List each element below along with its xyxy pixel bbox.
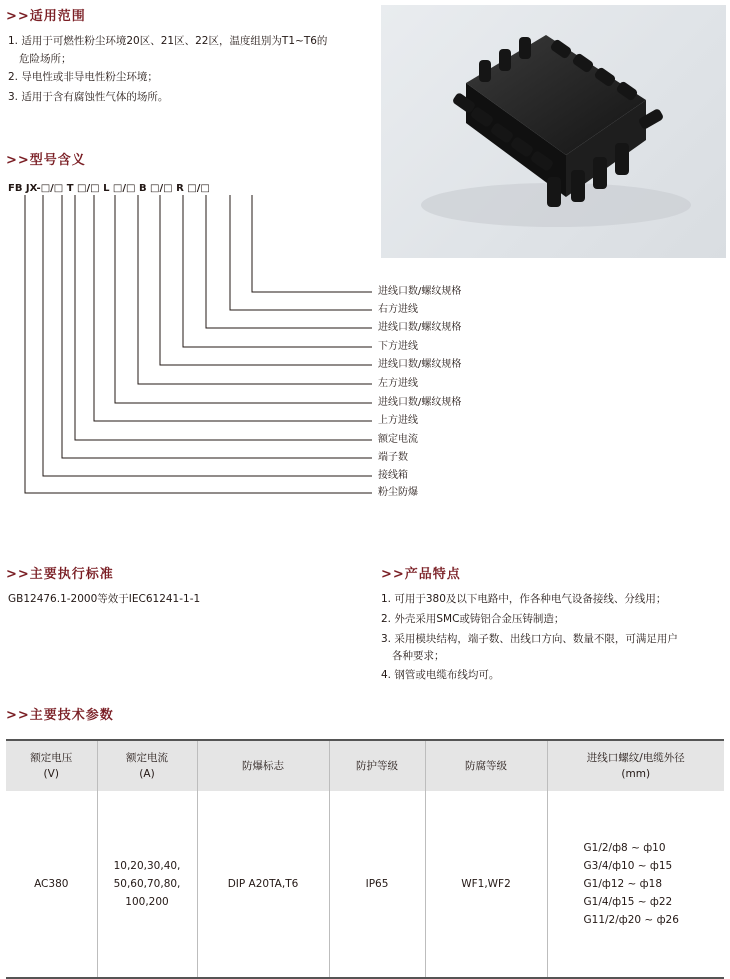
callout-label-11: 接线箱 [378,470,408,481]
params-header-row [6,740,724,791]
model-heading: >>型号含义 [6,153,86,168]
params-table [6,739,724,979]
callout-label-5: 进线口数/螺纹规格 [378,359,462,370]
callout-label-9: 额定电流 [378,434,418,445]
callout-label-3: 进线口数/螺纹规格 [378,322,462,333]
feature-item-2: 2. 外壳采用SMC或铸铝合金压铸制造； [381,613,565,625]
scope-item-2: 2. 导电性或非导电性粉尘环境； [8,71,158,83]
header-ex-mark: 防爆标志 [197,740,329,791]
scope-item-1-cont: 危险场所； [19,53,72,65]
callout-label-6: 左方进线 [378,378,418,389]
cell-voltage: AC380 [6,791,97,978]
header-ip: 防护等级 [329,740,425,791]
feature-item-1: 1. 可用于380及以下电路中，作各种电气设备接线、分线用； [381,593,667,605]
model-code: FB JX-□/□ T □/□ L □/□ B □/□ R □/□ [8,183,210,194]
standard-heading: >>主要执行标准 [6,567,114,582]
callout-label-7: 进线口数/螺纹规格 [378,397,462,408]
header-current: 额定电流 (A) [97,740,197,791]
callout-label-4: 下方进线 [378,341,418,352]
params-data-row [6,791,724,978]
cell-ex-mark: DIP A20TA,T6 [197,791,329,978]
scope-item-1: 1. 适用于可燃性粉尘环境20区、21区、22区，温度组别为T1~T6的 [8,35,328,47]
callout-label-2: 右方进线 [378,304,418,315]
header-voltage: 额定电压 (V) [6,740,97,791]
callout-label-10: 端子数 [378,452,408,463]
cell-current: 10,20,30,40, 50,60,70,80, 100,200 [97,791,197,978]
features-heading: >>产品特点 [381,567,461,582]
scope-heading: >>适用范围 [6,9,86,24]
scope-item-3: 3. 适用于含有腐蚀性气体的场所。 [8,91,169,103]
standard-text: GB12476.1-2000等效于IEC61241-1-1 [8,593,201,605]
callout-label-1: 进线口数/螺纹规格 [378,286,462,297]
callout-label-8: 上方进线 [378,415,418,426]
cell-threads: G1/2/ф8 ~ ф10 G3/4/ф10 ~ ф15 G1/ф12 ~ ф18 G1/4/ф15 ~ ф22 G11/2/ф20 ~ ф26 [583,842,679,926]
header-anticorrosion: 防腐等级 [425,740,547,791]
header-threads: 进线口螺纹/电缆外径 (mm) [547,740,724,791]
callout-label-12: 粉尘防爆 [378,487,418,498]
feature-item-3-cont: 各种要求； [392,650,445,662]
feature-item-3: 3. 采用模块结构，端子数、出线口方向、数量不限，可满足用户 [381,633,678,645]
cell-anticorrosion: WF1,WF2 [425,791,547,978]
feature-item-4: 4. 钢管或电缆布线均可。 [381,669,500,681]
cell-ip: IP65 [329,791,425,978]
params-heading: >>主要技术参数 [6,708,114,723]
